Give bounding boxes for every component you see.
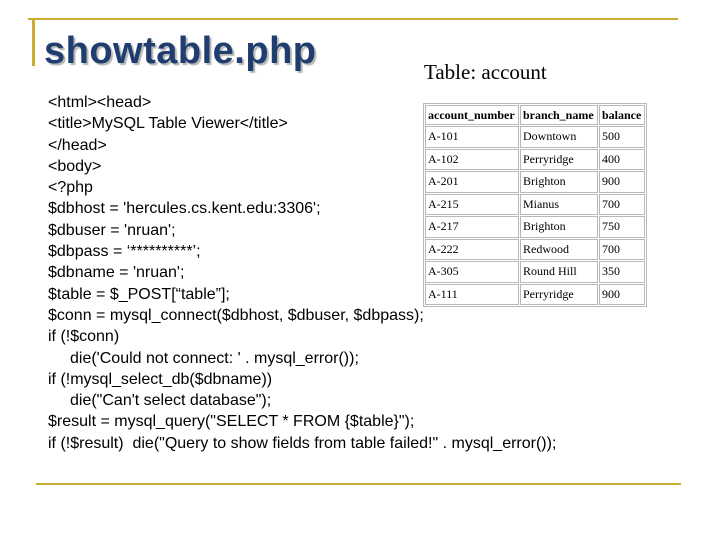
table-cell: A-101 — [425, 126, 519, 148]
php-code-block — [48, 92, 556, 454]
table-cell: A-222 — [425, 239, 519, 261]
code-line: $conn = mysql_connect($dbhost, $dbuser, $dbpass); — [48, 306, 424, 324]
code-line: $dbhost = 'hercules.cs.kent.edu:3306'; — [48, 200, 321, 218]
code-line: $dbpass = ‘**********’; — [48, 243, 201, 261]
table-cell: 350 — [599, 261, 645, 283]
slide-title: showtable.php — [44, 30, 317, 72]
table-cell: A-201 — [425, 171, 519, 193]
code-line: <html><head> — [48, 94, 152, 111]
table-cell: A-217 — [425, 216, 519, 238]
table-cell: 700 — [599, 239, 645, 261]
table-caption: Table: account — [424, 60, 547, 84]
table-cell: 900 — [599, 284, 645, 306]
code-line: $result = mysql_query("SELECT * FROM {$table}"); — [48, 413, 415, 431]
column-header: balance — [599, 105, 645, 125]
column-header: branch_name — [520, 105, 598, 125]
table-cell: Redwood — [520, 239, 598, 261]
code-line: $dbname = 'nruan'; — [48, 264, 185, 282]
code-line: die("Can't select database"); — [70, 392, 272, 410]
table-cell: Mianus — [520, 194, 598, 216]
table-cell: 500 — [599, 126, 645, 148]
table-cell: Brighton — [520, 216, 598, 238]
table-cell: A-102 — [425, 149, 519, 171]
code-line: $table = $_POST[“table”]; — [48, 285, 230, 303]
decorative-vertical-line — [32, 18, 35, 66]
table-cell: Round Hill — [520, 261, 598, 283]
code-line: if (!mysql_select_db($dbname)) — [48, 370, 273, 388]
table-cell: Perryridge — [520, 149, 598, 171]
table-cell: 700 — [599, 194, 645, 216]
decorative-bottom-line — [36, 483, 681, 485]
column-header: account_number — [425, 105, 519, 125]
code-line: die('Could not connect: ' . mysql_error()); — [70, 349, 359, 367]
code-line: if (!$result) die("Query to show fields from table failed!" . mysql_error()); — [48, 434, 557, 452]
table-cell: A-111 — [425, 284, 519, 306]
code-line: <?php — [48, 179, 93, 197]
code-line: $dbuser = 'nruan'; — [48, 221, 176, 239]
table-cell: A-215 — [425, 194, 519, 216]
decorative-top-line — [28, 18, 678, 20]
table-cell: Perryridge — [520, 284, 598, 306]
code-line: <body> — [48, 157, 102, 175]
table-cell: 400 — [599, 149, 645, 171]
table-cell: Brighton — [520, 171, 598, 193]
code-line: </head> — [48, 136, 107, 154]
table-cell: 900 — [599, 171, 645, 193]
table-cell: A-305 — [425, 261, 519, 283]
code-line: <title>MySQL Table Viewer</title> — [48, 115, 288, 133]
code-line: if (!$conn) — [48, 328, 120, 346]
table-cell: 750 — [599, 216, 645, 238]
table-cell: Downtown — [520, 126, 598, 148]
